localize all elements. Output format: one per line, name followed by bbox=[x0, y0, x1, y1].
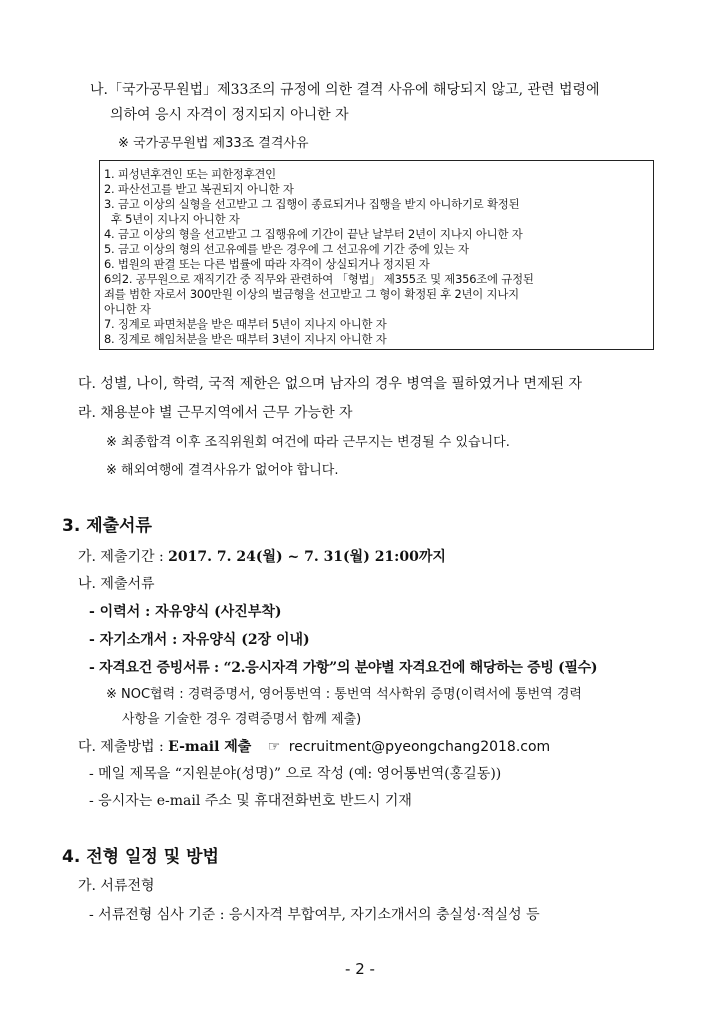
mail-subject: - 메일 제목을 “지원분야(성명)” 으로 작성 (예: 영어통번역(홍길동)) bbox=[89, 766, 502, 782]
disqual-item: 6. 법원의 판결 또는 다른 법률에 따라 자격이 상실되거나 정지된 자 bbox=[104, 257, 430, 271]
note-cert-line2: 사항을 기술한 경우 경력증명서 함께 제출) bbox=[122, 712, 362, 727]
disqual-item: 아니한 자 bbox=[104, 302, 151, 316]
note-cert-line1: ※ NOC협력 : 경력증명서, 영어통번역 : 통번역 석사학위 증명(이력서에 통번역 경력 bbox=[106, 687, 582, 702]
disqual-item: 5. 금고 이상의 형의 선고유예를 받은 경우에 그 선고유에 기간 중에 있는 자 bbox=[104, 242, 469, 256]
note-workplace: ※ 최종합격 이후 조직위원회 여건에 따라 근무지는 변경될 수 있습니다. bbox=[106, 435, 510, 450]
submission-period bbox=[78, 548, 446, 566]
disqual-item: 4. 금고 이상의 형을 선고받고 그 집행유에 기간이 끝난 날부터 2년이 지나지 아니한 자 bbox=[104, 227, 523, 241]
method-value: E-mail 제출 bbox=[168, 739, 252, 755]
item-ra: 라. 채용분야 별 근무지역에서 근무 가능한 자 bbox=[78, 405, 353, 421]
page-number: - 2 - bbox=[345, 960, 375, 978]
note-disqual-title: ※ 국가공무원법 제33조 결격사유 bbox=[118, 136, 309, 151]
period-value: 2017. 7. 24(월) ~ 7. 31(월) 21:00까지 bbox=[168, 549, 446, 565]
item-na-line2: 의하여 응시 자격이 정지되지 아니한 자 bbox=[110, 107, 349, 123]
section3-heading: 3. 제출서류 bbox=[62, 516, 152, 536]
note-travel: ※ 해외여행에 결격사유가 없어야 합니다. bbox=[106, 463, 339, 478]
disqual-item: 죄를 범한 자로서 300만원 이상의 벌금형을 선고받고 그 형이 확정된 후 2년이 지나지 bbox=[104, 287, 519, 301]
disqual-item: 후 5년이 지나지 아니한 자 bbox=[104, 212, 240, 226]
doc-screening: 가. 서류전형 bbox=[78, 878, 155, 894]
disqual-item: 2. 파산선고를 받고 복권되지 아니한 자 bbox=[104, 182, 294, 196]
doc-cert: - 자격요건 증빙서류 : “2.응시자격 가항”의 분야별 자격요건에 해당하는 증빙 (필수) bbox=[89, 660, 598, 676]
submission-method bbox=[78, 738, 550, 756]
pointing-hand-icon: ☞ bbox=[267, 739, 281, 755]
disqual-item: 7. 징계로 파면처분을 받은 때부터 5년이 지나지 아니한 자 bbox=[104, 317, 387, 331]
screening-criteria: - 서류전형 심사 기준 : 응시자격 부합여부, 자기소개서의 충실성·적실성 등 bbox=[89, 907, 540, 923]
doc-resume: - 이력서 : 자유양식 (사진부착) bbox=[89, 604, 282, 620]
section4-heading: 4. 전형 일정 및 방법 bbox=[62, 847, 219, 867]
item-da: 다. 성별, 나이, 학력, 국적 제한은 없으며 남자의 경우 병역을 필하였거나 면제된 자 bbox=[78, 376, 582, 392]
recruitment-email-link[interactable]: recruitment@pyeongchang2018.com bbox=[288, 739, 551, 755]
doc-intro: - 자기소개서 : 자유양식 (2장 이내) bbox=[89, 632, 310, 648]
disqual-item: 3. 금고 이상의 실형을 선고받고 그 집행이 종료되거나 집행을 받지 아니하기로 확정된 bbox=[104, 197, 520, 211]
item-na-line1: 나.「국가공무원법」제33조의 규정에 의한 결격 사유에 해당되지 않고, 관련 법령에 bbox=[90, 82, 600, 98]
disqual-item: 6의2. 공무원으로 재직기간 중 직무와 관련하여 「형법」 제355조 및 제356조에 규정된 bbox=[104, 272, 534, 286]
disqual-item: 1. 피성년후견인 또는 피한정후견인 bbox=[104, 167, 276, 181]
mail-contact: - 응시자는 e-mail 주소 및 휴대전화번호 반드시 기재 bbox=[89, 793, 412, 809]
method-label: 다. 제출방법 : bbox=[78, 739, 169, 755]
docs-label: 나. 제출서류 bbox=[78, 576, 155, 592]
disqual-item: 8. 징계로 해임처분을 받은 때부터 3년이 지나지 아니한 자 bbox=[104, 332, 387, 346]
period-label: 가. 제출기간 : bbox=[78, 549, 169, 565]
